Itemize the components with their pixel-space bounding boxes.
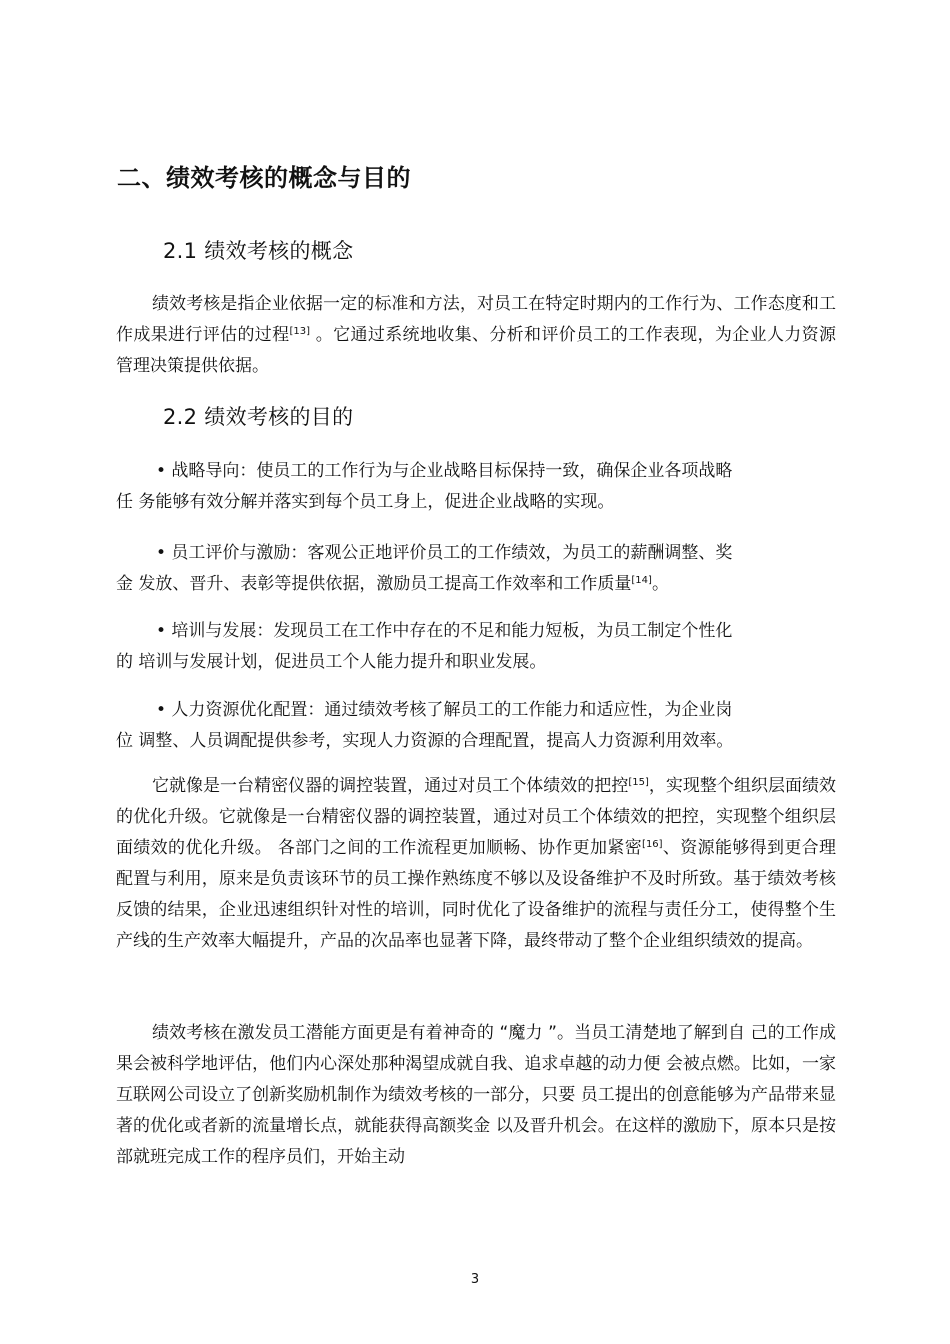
bullet-line-1: • 战略导向：使员工的工作行为与企业战略目标保持一致，确保企业各项战略: [156, 461, 733, 481]
citation-15: [15]: [628, 777, 649, 788]
para3-text-b: ，实现整个组织层面绩效的优化升级。它就像是一台精密仪器的调控装置，通过对员工个体绩效的把控，实现整个组织层面绩效的优化升级。 各部门之间的工作流程更加顺畅、协作更加紧密: [116, 776, 837, 858]
bullet-allocation: [116, 695, 836, 757]
analogy-paragraph: [116, 771, 836, 957]
bullet-line-1: • 人力资源优化配置：通过绩效考核了解员工的工作能力和适应性，为企业岗: [156, 700, 733, 720]
bullet-evaluation: [116, 538, 836, 600]
bullet-tail: 。: [651, 574, 669, 594]
para3-text-a: 它就像是一台精密仪器的调控装置，通过对员工个体绩效的把控: [152, 776, 629, 796]
concept-text-2: 。它通过系统地收集、分析和评价员工的工作表现，为企业人力资源管理决策提供依据。: [116, 325, 836, 376]
bullet-line-2: 任 务能够有效分解并落实到每个员工身上，促进企业战略的实现。: [116, 492, 615, 512]
bullet-line-2: 的 培训与发展计划，促进员工个人能力提升和职业发展。: [116, 652, 547, 672]
section-title: 二、绩效考核的概念与目的: [117, 164, 411, 192]
bullet-training: [116, 616, 836, 678]
bullet-strategy: [116, 456, 836, 518]
concept-paragraph: [116, 289, 836, 382]
bullet-line-2: 位 调整、人员调配提供参考，实现人力资源的合理配置，提高人力资源利用效率。: [116, 731, 734, 751]
citation-13: [13]: [289, 326, 311, 337]
bullet-line-2: [116, 569, 836, 600]
bullet-line-1: • 员工评价与激励：客观公正地评价员工的工作绩效，为员工的薪酬调整、奖: [156, 543, 733, 563]
citation-16: [16]: [642, 839, 663, 850]
page-number: 3: [470, 1272, 480, 1287]
subsection-title-2-2: 2.2 绩效考核的目的: [163, 405, 354, 429]
bullet-line-1: • 培训与发展：发现员工在工作中存在的不足和能力短板，为员工制定个性化: [156, 621, 733, 641]
subsection-title-2-1: 2.1 绩效考核的概念: [163, 239, 354, 263]
concept-text-1: 绩效考核是指企业依据一定的标准和方法，对员工在特定时期内的工作行为、工作态度和工作成果进行评估的过程: [116, 294, 836, 345]
motivation-paragraph: 绩效考核在激发员工潜能方面更是有着神奇的 “魔力 ”。当员工清楚地了解到自 己的工作成果会被科学地评估，他们内心深处那种渴望成就自我、追求卓越的动力便 会被点燃。比如，一家互联网公司设立了创新奖励机制作为绩效考核的一部分，只要 员工提出的创意能够为产品带来显著的优化或者新的流量增长点，就能获得高额奖金 以及晋升机会。在这样的激励下，原本只是按部就班完成工作的程序员们，开始主动: [116, 1023, 836, 1167]
citation-14: [14]: [631, 575, 652, 586]
para3-text-c: 、资源能够得到更合理配置与利用，原来是负责该环节的员工操作熟练度不够以及设备维护不及时所致。基于绩效考核反馈的结果，企业迅速组织针对性的培训，同时优化了设备维护的流程与责任分工，使得整个生产线的生产效率大幅提升，产品的次品率也显著下降，最终带动了整个企业组织绩效的提高。: [116, 838, 837, 951]
bullet-text: 金 发放、晋升、表彰等提供依据，激励员工提高工作效率和工作质量: [116, 574, 632, 594]
